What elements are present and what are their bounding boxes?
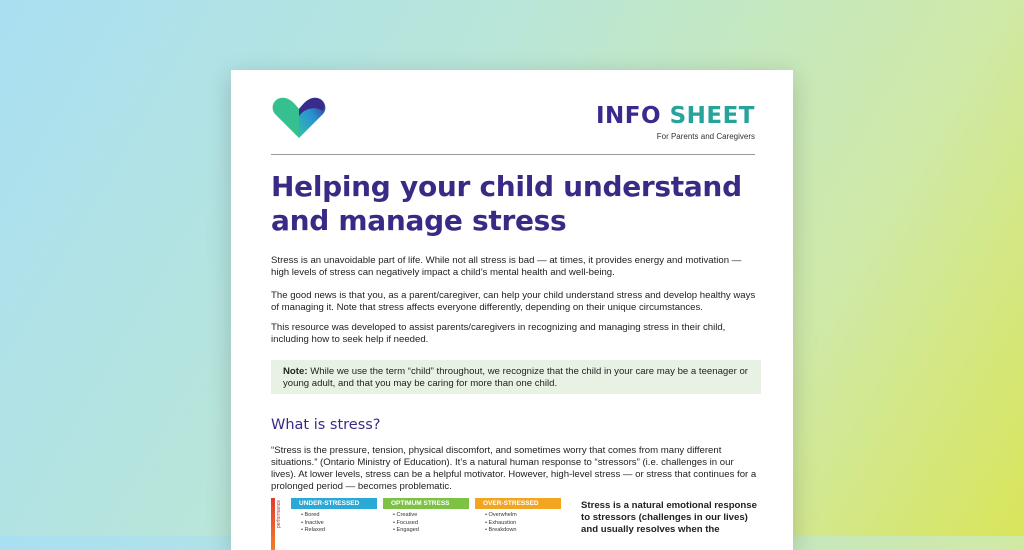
performance-axis-bar bbox=[271, 498, 275, 550]
column-header: OVER-STRESSED bbox=[475, 498, 561, 509]
stress-callout: Stress is a natural emotional response to stressors (challenges in our lives) and usually resolves when the bbox=[581, 500, 757, 535]
list-item: • Relaxed bbox=[301, 527, 377, 535]
column-header: UNDER-STRESSED bbox=[291, 498, 377, 509]
list-item: • Breakdown bbox=[485, 527, 561, 535]
section-heading: What is stress? bbox=[271, 417, 381, 433]
list-item: • Focused bbox=[393, 520, 469, 528]
section-paragraph: “Stress is the pressure, tension, physical discomfort, and sometimes worry that comes from many different situations.” (Ontario Ministry of Education). It’s a natural human response to “stressors” (i.e. challenges in our lives). At lower levels, stress can be a helpful motivator. However, high-level stress — or stress that continues for a prolonged period — becomes problematic. bbox=[271, 445, 757, 492]
brand-subtitle: For Parents and Caregivers bbox=[656, 132, 755, 141]
column-header: OPTIMUM STRESS bbox=[383, 498, 469, 509]
intro-paragraph-1: Stress is an unavoidable part of life. While not all stress is bad — at times, it provides energy and motivation — high levels of stress can negatively impact a child’s mental health and well-being. bbox=[271, 255, 742, 278]
list-item: • Creative bbox=[393, 512, 469, 520]
info-sheet-page bbox=[231, 70, 793, 550]
list-item: • Exhaustion bbox=[485, 520, 561, 528]
note-box bbox=[271, 360, 761, 394]
under-stressed-column bbox=[291, 498, 377, 535]
list-item: • Engaged bbox=[393, 527, 469, 535]
heart-logo-icon bbox=[271, 96, 327, 140]
header-divider bbox=[271, 154, 755, 155]
list-item: • Bored bbox=[301, 512, 377, 520]
note-label: Note: bbox=[283, 366, 308, 377]
performance-axis-label: performance bbox=[276, 500, 282, 529]
brand-title-info: INFO bbox=[595, 103, 662, 129]
optimum-stress-column bbox=[383, 498, 469, 535]
list-item: • Inactive bbox=[301, 520, 377, 528]
over-stressed-column bbox=[475, 498, 561, 535]
stress-levels-table bbox=[271, 498, 563, 550]
page-title: Helping your child understand and manage stress bbox=[271, 170, 742, 237]
info-sheet-brand bbox=[596, 104, 755, 141]
list-item: • Overwhelm bbox=[485, 512, 561, 520]
brand-title-sheet: SHEET bbox=[669, 103, 755, 129]
intro-paragraph-2: The good news is that you, as a parent/caregiver, can help your child understand stress and develop healthy ways of managing it. Note that stress affects everyone differently, depending on their unique circumstances. bbox=[271, 290, 756, 313]
intro-paragraph-3: This resource was developed to assist parents/caregivers in recognizing and managing stress in their child, including how to seek help if needed. bbox=[271, 322, 726, 345]
note-text: While we use the term “child” throughout, we recognize that the child in your care may be a teenager or young adult, and that you may be caring for more than one child. bbox=[283, 366, 748, 389]
brand-title bbox=[596, 104, 755, 128]
